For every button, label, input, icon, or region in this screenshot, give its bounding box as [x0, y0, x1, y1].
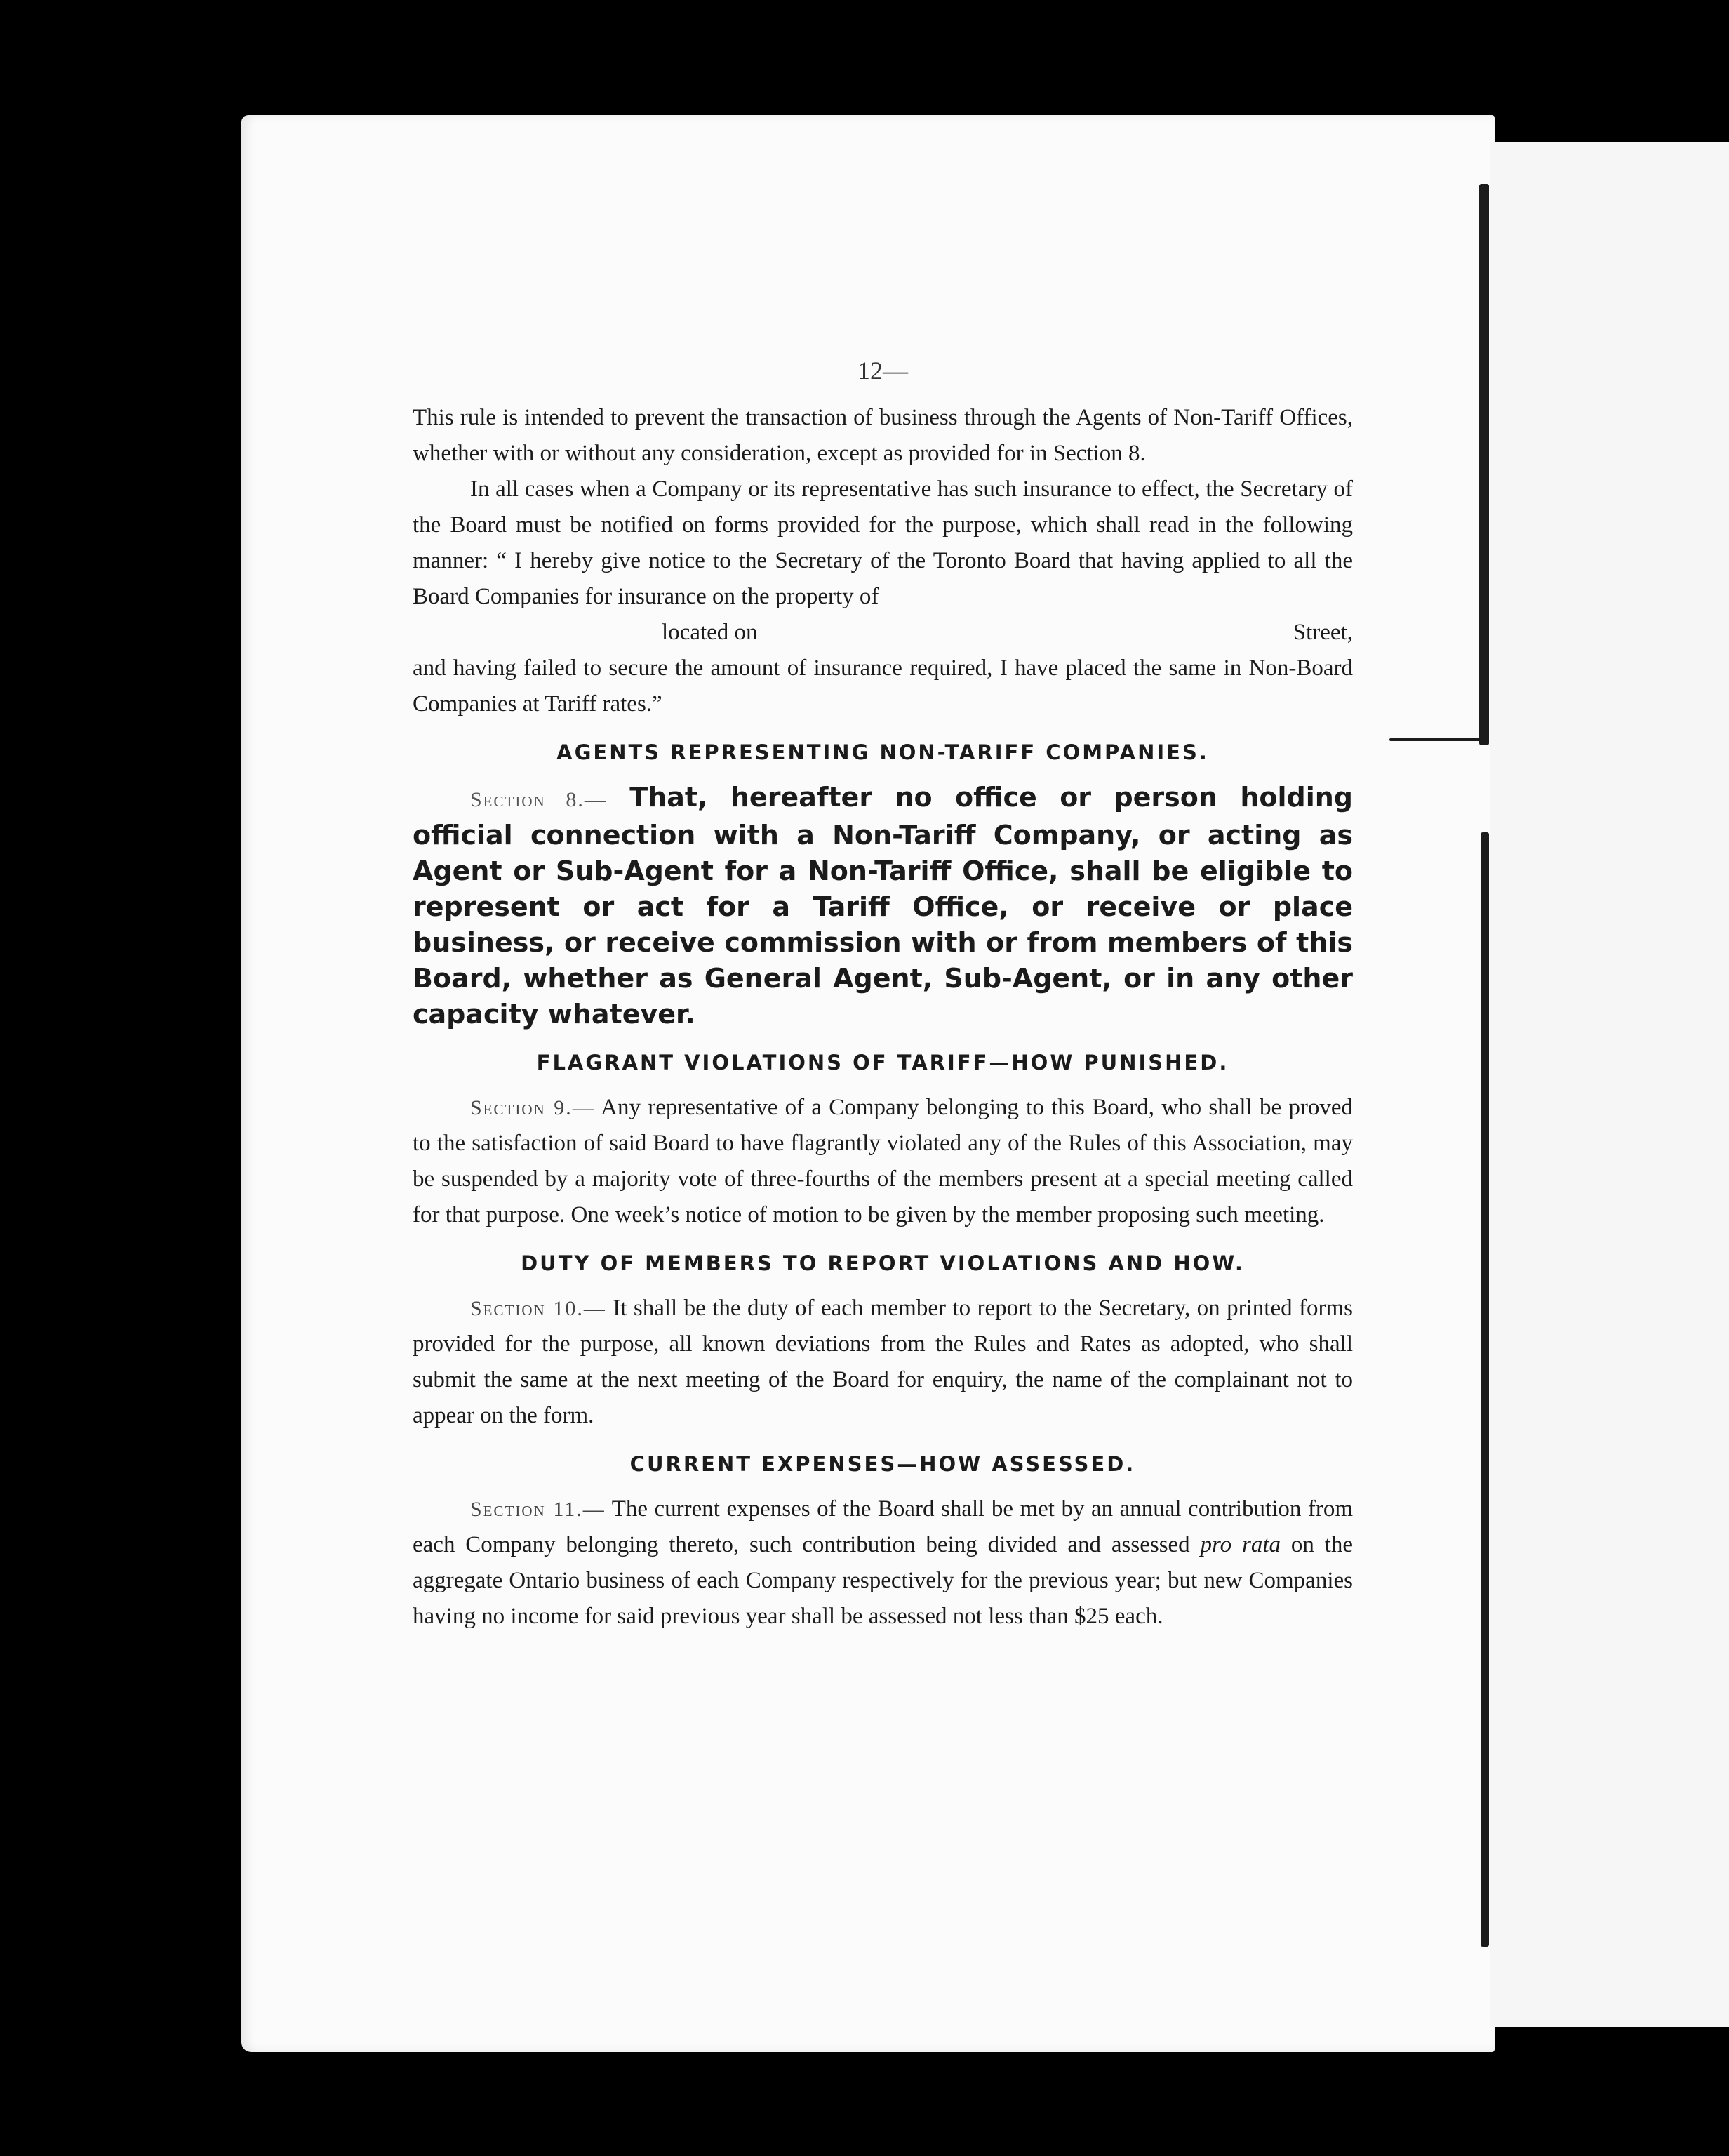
section-10-label: Section 10.— [470, 1297, 606, 1320]
opening-paragraph: This rule is intended to prevent the transaction of business through the Agents of Non-Tariff Offices, whether with or without any consideration, except as provided for in Section 8. [413, 405, 1353, 466]
section-10-text [413, 1291, 1353, 1434]
section-11-body-end: on the aggregate Ontario business of each Company respectively for the previous year; but new Companies having no income for said previous year shall be assessed not less than $25 each. [413, 1532, 1353, 1629]
section-9-label: Section 9.— [470, 1096, 595, 1119]
binding-shadow-bottom [1481, 832, 1489, 1947]
form-blank-leading [413, 615, 662, 651]
section-11-pro-rata: pro rata [1200, 1532, 1281, 1557]
form-located-label: located on [662, 620, 758, 645]
section-11-label: Section 11.— [470, 1498, 606, 1521]
section-11-heading: CURRENT EXPENSES—HOW ASSESSED. [629, 1452, 1136, 1476]
page-text [413, 351, 1353, 1635]
page-number: 12— [857, 357, 908, 385]
section-11-body-start: The current expenses of the Board shall be met by an annual contribution from each Company belonging thereto, such contribution being divided and assessed [413, 1496, 1353, 1557]
notice-paragraph: In all cases when a Company or its representative has such insurance to effect, the Secretary of the Board must be notified on forms provided for the purpose, which shall read in the following manner: “ I hereby give notice to the Secretary of the Toronto Board that having applied to all the Board Companies for insurance on the property of [413, 477, 1353, 609]
section-9-heading: FLAGRANT VIOLATIONS OF TARIFF—HOW PUNISHED. [536, 1051, 1229, 1074]
form-blank-space [758, 615, 1293, 651]
notice-paragraph-end: and having failed to secure the amount of insurance required, I have placed the same in Non-Board Companies at Tariff rates.” [413, 656, 1353, 717]
section-10-body: It shall be the duty of each member to report to the Secretary, on printed forms provided for the purpose, all known deviations from the Rules and Rates as adopted, who shall submit the same at the next meeting of the Board for enquiry, the name of the complainant not to appear on the form. [413, 1296, 1354, 1428]
form-blank-line [413, 615, 1353, 651]
section-10-heading: DUTY OF MEMBERS TO REPORT VIOLATIONS AND HOW. [521, 1251, 1245, 1275]
section-8-label: Section 8.— [470, 788, 607, 811]
binding-shadow-top [1479, 184, 1489, 745]
section-8-text [413, 780, 1353, 1032]
form-street-label: Street, [1293, 620, 1353, 645]
section-9-text [413, 1090, 1353, 1233]
binding-clip [1389, 738, 1488, 741]
section-11-text [413, 1491, 1353, 1635]
section-8-heading: AGENTS REPRESENTING NON-TARIFF COMPANIES. [556, 740, 1209, 764]
facing-page-edge [1490, 142, 1729, 2027]
section-8-body: That, hereafter no office or person holding official connection with a Non-Tariff Company, or acting as Agent or Sub-Agent for a Non-Tariff Office, shall be eligible to represent or act for a Tariff Office, or receive or place business, or receive commission with or from members of this Board, whether as General Agent, Sub-Agent, or in any other capacity whatever. [413, 782, 1353, 1030]
section-9-body: Any representative of a Company belonging to this Board, who shall be proved to the satisfaction of said Board to have flagrantly violated any of the Rules of this Association, may be suspended by a majority vote of three-fourths of the members present at a special meeting called for that purpose. One week’s notice of motion to be given by the member proposing such meeting. [413, 1095, 1354, 1227]
